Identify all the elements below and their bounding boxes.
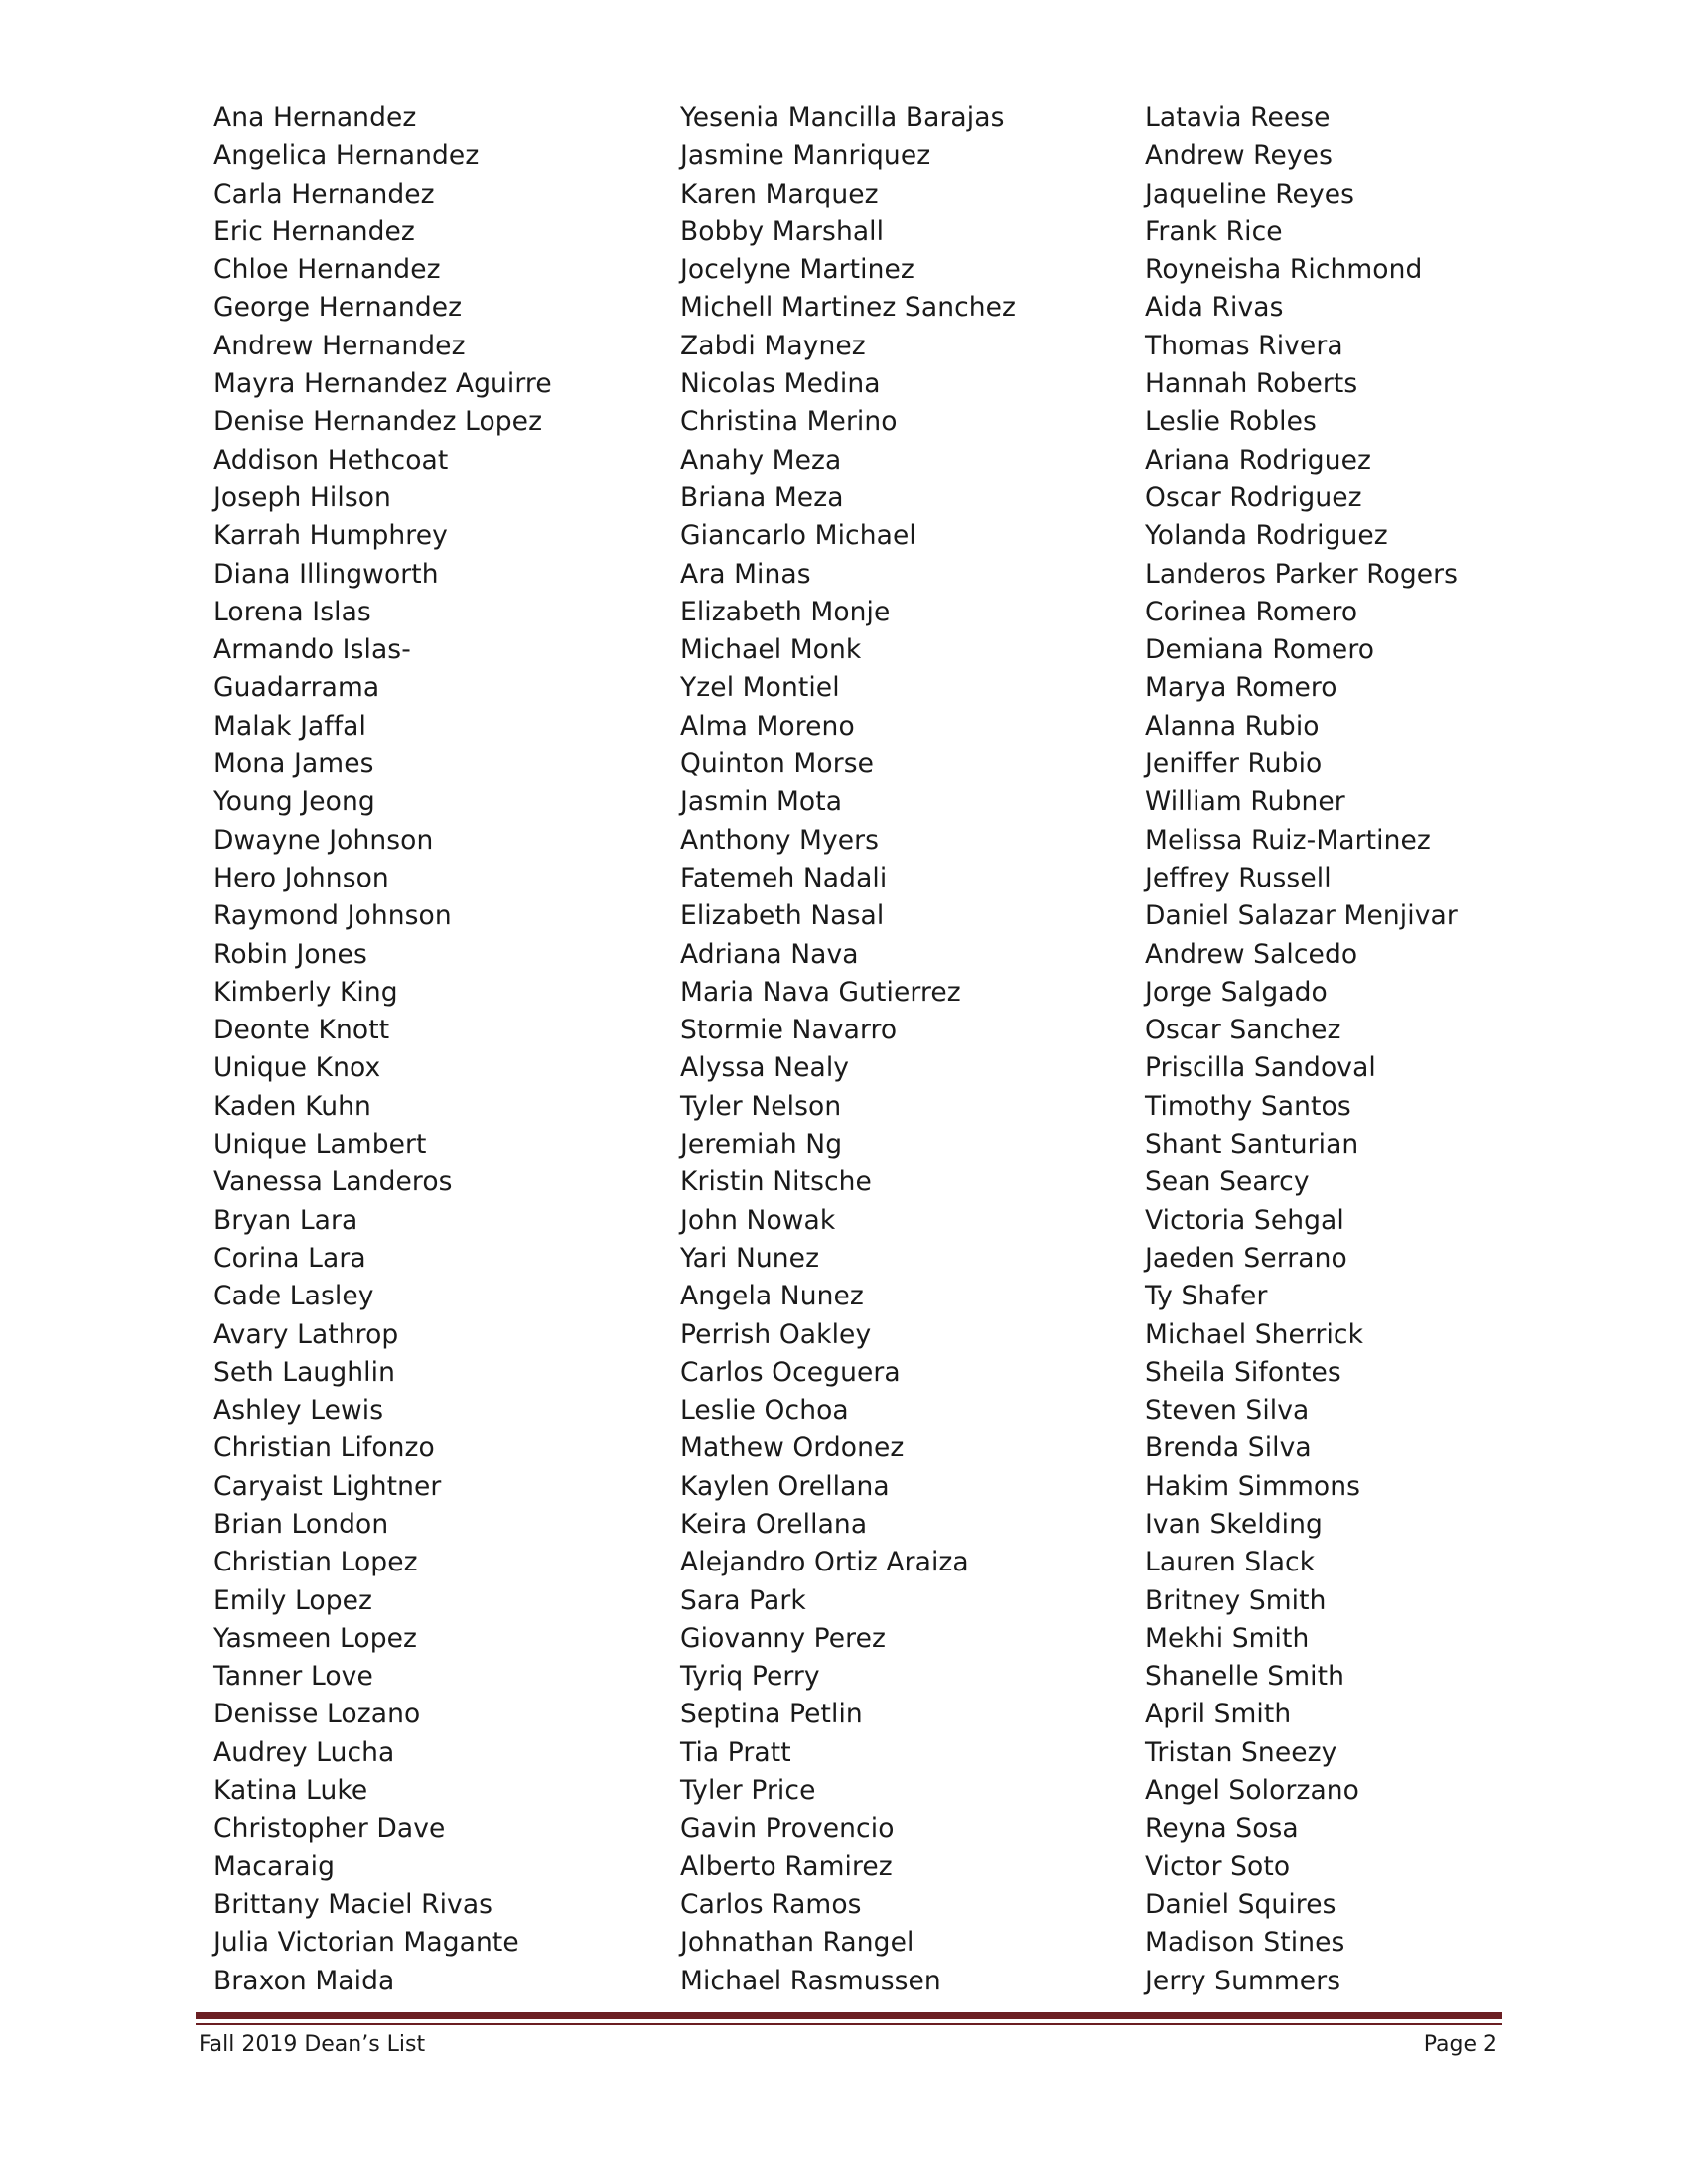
name-entry: Briana Meza [680,481,844,513]
name-entry: Keira Orellana [680,1508,868,1540]
name-entry: Deonte Knott [213,1015,390,1046]
name-entry: Mekhi Smith [1145,1622,1310,1654]
name-entry: Aida Rivas [1145,292,1284,324]
name-entry: Yzel Montiel [680,672,840,704]
name-entry: Brenda Silva [1145,1433,1312,1464]
name-entry: Kaylen Orellana [680,1470,890,1502]
name-entry: Yasmeen Lopez [213,1622,418,1654]
name-entry: Young Jeong [213,786,375,818]
name-entry: Ty Shafer [1145,1281,1268,1312]
name-entry: Gavin Provencio [680,1813,895,1844]
name-entry: Diana Illingworth [213,558,439,590]
name-column-3 [1145,99,1582,2000]
name-entry: Chloe Hernandez [213,254,441,286]
name-entry: Kaden Kuhn [213,1090,371,1122]
name-entry: Christina Merino [680,406,898,438]
name-entry: Kristin Nitsche [680,1166,872,1198]
name-entry: Julia Victorian Magante [213,1927,519,1959]
name-entry: Shant Santurian [1145,1129,1359,1160]
name-entry: Anthony Myers [680,824,880,856]
name-entry: George Hernandez [213,292,463,324]
name-entry: Alma Moreno [680,710,855,742]
name-entry: Christian Lifonzo [213,1433,435,1464]
name-entry: Seth Laughlin [213,1356,395,1388]
name-entry: Andrew Reyes [1145,140,1333,172]
name-entry: Michael Rasmussen [680,1965,941,1996]
name-entry: Fatemeh Nadali [680,862,888,893]
name-entry: Carla Hernandez [213,178,435,209]
name-entry: Ana Hernandez [213,102,417,133]
name-entry: Alyssa Nealy [680,1052,850,1084]
name-entry: Alberto Ramirez [680,1850,893,1882]
name-entry: Jeniffer Rubio [1145,749,1323,780]
name-entry: Reyna Sosa [1145,1813,1299,1844]
name-entry: Brian London [213,1508,389,1540]
name-entry: Britney Smith [1145,1584,1327,1616]
name-entry: Mathew Ordonez [680,1433,905,1464]
footer-title: Fall 2019 Dean’s List [199,2032,426,2057]
name-entry: Lauren Slack [1145,1547,1316,1578]
name-entry: Karrah Humphrey [213,520,448,552]
name-entry: Sean Searcy [1145,1166,1310,1198]
name-entry: Steven Silva [1145,1395,1310,1427]
name-entry: Frank Rice [1145,215,1283,247]
name-entry: Braxon Maida [213,1965,395,1996]
name-entry: Jerry Summers [1145,1965,1341,1996]
name-entry: Armando Islas- [213,634,411,666]
name-entry: Perrish Oakley [680,1318,872,1350]
name-entry: Royneisha Richmond [1145,254,1423,286]
name-entry: Elizabeth Monje [680,596,891,627]
name-entry: William Rubner [1145,786,1345,818]
name-entry: Anahy Meza [680,444,842,476]
name-entry: Kimberly King [213,976,398,1008]
name-entry: Yolanda Rodriguez [1145,520,1388,552]
name-entry: Hannah Roberts [1145,368,1358,400]
name-entry: Emily Lopez [213,1584,373,1616]
name-entry: Victor Soto [1145,1850,1291,1882]
name-entry: Giancarlo Michael [680,520,916,552]
name-entry: Giovanny Perez [680,1622,886,1654]
name-entry: Sara Park [680,1584,806,1616]
name-entry: Tyler Nelson [680,1090,842,1122]
name-entry: Avary Lathrop [213,1318,399,1350]
name-entry: Ashley Lewis [213,1395,384,1427]
name-entry: Malak Jaffal [213,710,366,742]
name-entry: Corinea Romero [1145,596,1358,627]
name-entry: Angel Solorzano [1145,1775,1359,1807]
name-entry: Carlos Ramos [680,1888,862,1920]
page-number: Page 2 [1423,2032,1497,2057]
name-entry: Robin Jones [213,938,367,970]
name-entry: Shanelle Smith [1145,1661,1344,1693]
name-entry: Macaraig [213,1850,336,1882]
name-entry: Daniel Squires [1145,1888,1336,1920]
name-entry: Unique Knox [213,1052,381,1084]
name-entry: Hakim Simmons [1145,1470,1361,1502]
name-entry: Ara Minas [680,558,811,590]
name-entry: Tia Pratt [680,1736,791,1768]
name-entry: Carlos Oceguera [680,1356,901,1388]
name-column-1 [213,99,650,2000]
name-entry: Christian Lopez [213,1547,418,1578]
name-entry: Lorena Islas [213,596,371,627]
name-entry: Thomas Rivera [1145,330,1343,361]
name-entry: Jocelyne Martinez [680,254,914,286]
name-entry: Mayra Hernandez Aguirre [213,368,552,400]
name-entry: Addison Hethcoat [213,444,449,476]
name-entry: April Smith [1145,1699,1292,1730]
name-entry: Hero Johnson [213,862,389,893]
name-entry: Alejandro Ortiz Araiza [680,1547,969,1578]
name-entry: Dwayne Johnson [213,824,434,856]
name-entry: Mona James [213,749,374,780]
name-entry: Corina Lara [213,1242,366,1274]
name-entry: Angelica Hernandez [213,140,480,172]
name-entry: Oscar Rodriguez [1145,481,1362,513]
name-entry: Marya Romero [1145,672,1337,704]
name-entry: Jeffrey Russell [1145,862,1332,893]
name-entry: Landeros Parker Rogers [1145,558,1459,590]
name-entry: Tyler Price [680,1775,816,1807]
name-entry: Jaqueline Reyes [1145,178,1355,209]
name-entry: Andrew Hernandez [213,330,466,361]
name-entry: Stormie Navarro [680,1015,898,1046]
name-entry: Yari Nunez [680,1242,820,1274]
name-entry: Audrey Lucha [213,1736,395,1768]
name-entry: Jeremiah Ng [680,1129,843,1160]
name-entry: Katina Luke [213,1775,368,1807]
name-entry: Tanner Love [213,1661,373,1693]
name-entry: Tyriq Perry [680,1661,820,1693]
name-entry: Jasmin Mota [680,786,843,818]
name-entry: Leslie Robles [1145,406,1317,438]
name-entry: Caryaist Lightner [213,1470,442,1502]
name-entry: Nicolas Medina [680,368,881,400]
name-entry: Michell Martinez Sanchez [680,292,1017,324]
name-entry: Eric Hernandez [213,215,415,247]
name-entry: Victoria Sehgal [1145,1204,1344,1236]
name-entry: Bobby Marshall [680,215,885,247]
name-entry: Michael Monk [680,634,862,666]
name-entry: Joseph Hilson [213,481,391,513]
name-entry: Demiana Romero [1145,634,1375,666]
name-entry: Johnathan Rangel [680,1927,914,1959]
name-entry: Jaeden Serrano [1145,1242,1347,1274]
name-entry: Adriana Nava [680,938,859,970]
name-entry: Elizabeth Nasal [680,900,885,932]
name-entry: Madison Stines [1145,1927,1345,1959]
name-entry: Cade Lasley [213,1281,374,1312]
name-entry: Quinton Morse [680,749,875,780]
footer-divider-thin [196,2023,1502,2025]
name-entry: Alanna Rubio [1145,710,1320,742]
name-entry: Angela Nunez [680,1281,864,1312]
name-entry: Yesenia Mancilla Barajas [680,102,1005,133]
name-entry: Denise Hernandez Lopez [213,406,543,438]
name-entry: Sheila Sifontes [1145,1356,1341,1388]
name-entry: Guadarrama [213,672,380,704]
name-entry: Oscar Sanchez [1145,1015,1341,1046]
name-entry: Priscilla Sandoval [1145,1052,1376,1084]
name-entry: Septina Petlin [680,1699,863,1730]
name-entry: Maria Nava Gutierrez [680,976,961,1008]
name-entry: Denisse Lozano [213,1699,421,1730]
name-entry: Bryan Lara [213,1204,358,1236]
name-entry: Jasmine Manriquez [680,140,931,172]
name-entry: Brittany Maciel Rivas [213,1888,493,1920]
name-entry: Michael Sherrick [1145,1318,1364,1350]
name-entry: Karen Marquez [680,178,879,209]
name-entry: Andrew Salcedo [1145,938,1358,970]
name-entry: Vanessa Landeros [213,1166,453,1198]
name-entry: Ariana Rodriguez [1145,444,1372,476]
name-entry: Tristan Sneezy [1145,1736,1337,1768]
name-entry: Christopher Dave [213,1813,446,1844]
name-entry: Zabdi Maynez [680,330,866,361]
name-entry: Ivan Skelding [1145,1508,1323,1540]
name-entry: John Nowak [680,1204,836,1236]
name-entry: Jorge Salgado [1145,976,1328,1008]
name-entry: Timothy Santos [1145,1090,1351,1122]
footer-divider-thick [196,2012,1502,2019]
name-entry: Latavia Reese [1145,102,1331,133]
name-entry: Daniel Salazar Menjivar [1145,900,1458,932]
name-entry: Unique Lambert [213,1129,427,1160]
name-entry: Melissa Ruiz-Martinez [1145,824,1431,856]
name-entry: Leslie Ochoa [680,1395,849,1427]
name-entry: Raymond Johnson [213,900,452,932]
name-column-2 [680,99,1117,2000]
